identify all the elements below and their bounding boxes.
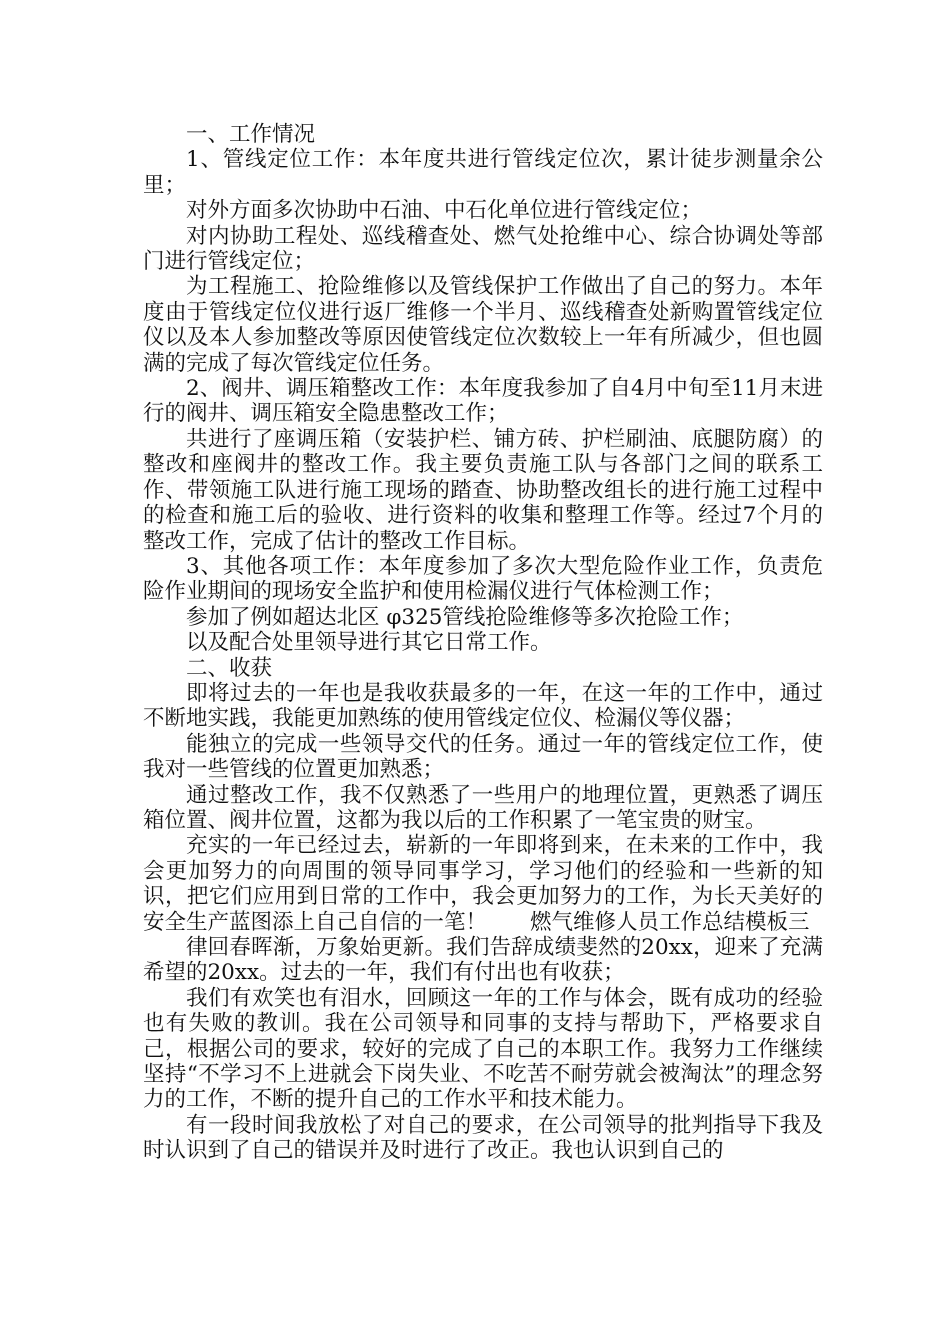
paragraph: 有一段时间我放松了对自己的要求，在公司领导的批判指导下我及时认识到了自己的错误并及时进行了改正。我也认识到自己的	[143, 1112, 823, 1164]
paragraph: 1、管线定位工作：本年度共进行管线定位次，累计徒步测量余公里；	[143, 147, 823, 198]
paragraph: 3、其他各项工作：本年度参加了多次大型危险作业工作，负责危险作业期间的现场安全监护和使用检漏仪进行气体检测工作；	[143, 553, 823, 605]
paragraph: 为工程施工、抢险维修以及管线保护工作做出了自己的努力。本年度由于管线定位仪进行返厂维修一个半月、巡线稽查处新购置管线定位仪以及本人参加整改等原因使管线定位次数较上一年有所减少，但也圆满的完成了每次管线定位任务。	[143, 274, 823, 376]
paragraph: 律回春晖渐，万象始更新。我们告辞成绩斐然的20xx，迎来了充满希望的20xx。过去的一年，我们有付出也有收获；	[143, 935, 823, 986]
paragraph: 通过整改工作，我不仅熟悉了一些用户的地理位置，更熟悉了调压箱位置、阀井位置，这都为我以后的工作积累了一笔宝贵的财宝。	[143, 782, 823, 833]
document-body	[143, 122, 823, 1164]
paragraph: 即将过去的一年也是我收获最多的一年，在这一年的工作中，通过不断地实践，我能更加熟练的使用管线定位仪、检漏仪等仪器；	[143, 680, 823, 732]
paragraph: 能独立的完成一些领导交代的任务。通过一年的管线定位工作，使我对一些管线的位置更加熟悉；	[143, 731, 823, 783]
paragraph: 我们有欢笑也有泪水，回顾这一年的工作与体会，既有成功的经验也有失败的教训。我在公司领导和同事的支持与帮助下，严格要求自己，根据公司的要求，较好的完成了自己的本职工作。我努力工作继续坚持“不学习不上进就会下岗失业、不吃苦不耐劳就会被淘汰”的理念努力的工作，不断的提升自己的工作水平和技术能力。	[143, 985, 823, 1113]
section-heading-work: 一、工作情况	[186, 122, 316, 147]
paragraph: 对外方面多次协助中石油、中石化单位进行管线定位；	[186, 198, 703, 224]
paragraph: 共进行了座调压箱（安装护栏、铺方砖、护栏刷油、底腿防腐）的整改和座阀井的整改工作。我主要负责施工队与各部门之间的联系工作、带领施工队进行施工现场的踏查、协助整改组长的进行施工过程中的检查和施工后的验收、进行资料的收集和整理工作等。经过7个月的整改工作，完成了估计的整改工作目标。	[143, 426, 823, 554]
paragraph: 充实的一年已经过去，崭新的一年即将到来，在未来的工作中，我会更加努力的向周围的领导同事学习，学习他们的经验和一些新的知识，把它们应用到日常的工作中，我会更加努力的工作，为长天美好的安全生产蓝图添上自己自信的一笔！ 燃气维修人员工作总结模板三	[143, 833, 823, 935]
paragraph: 以及配合处里领导进行其它日常工作。	[186, 630, 552, 656]
paragraph: 对内协助工程处、巡线稽查处、燃气处抢维中心、综合协调处等部门进行管线定位；	[143, 223, 823, 275]
paragraph: 参加了例如超达北区 φ325管线抢险维修等多次抢险工作；	[186, 604, 744, 630]
paragraph: 2、阀井、调压箱整改工作：本年度我参加了自4月中旬至11月末进行的阀井、调压箱安全隐患整改工作；	[143, 376, 823, 427]
section-heading-gains: 二、收获	[186, 655, 273, 681]
